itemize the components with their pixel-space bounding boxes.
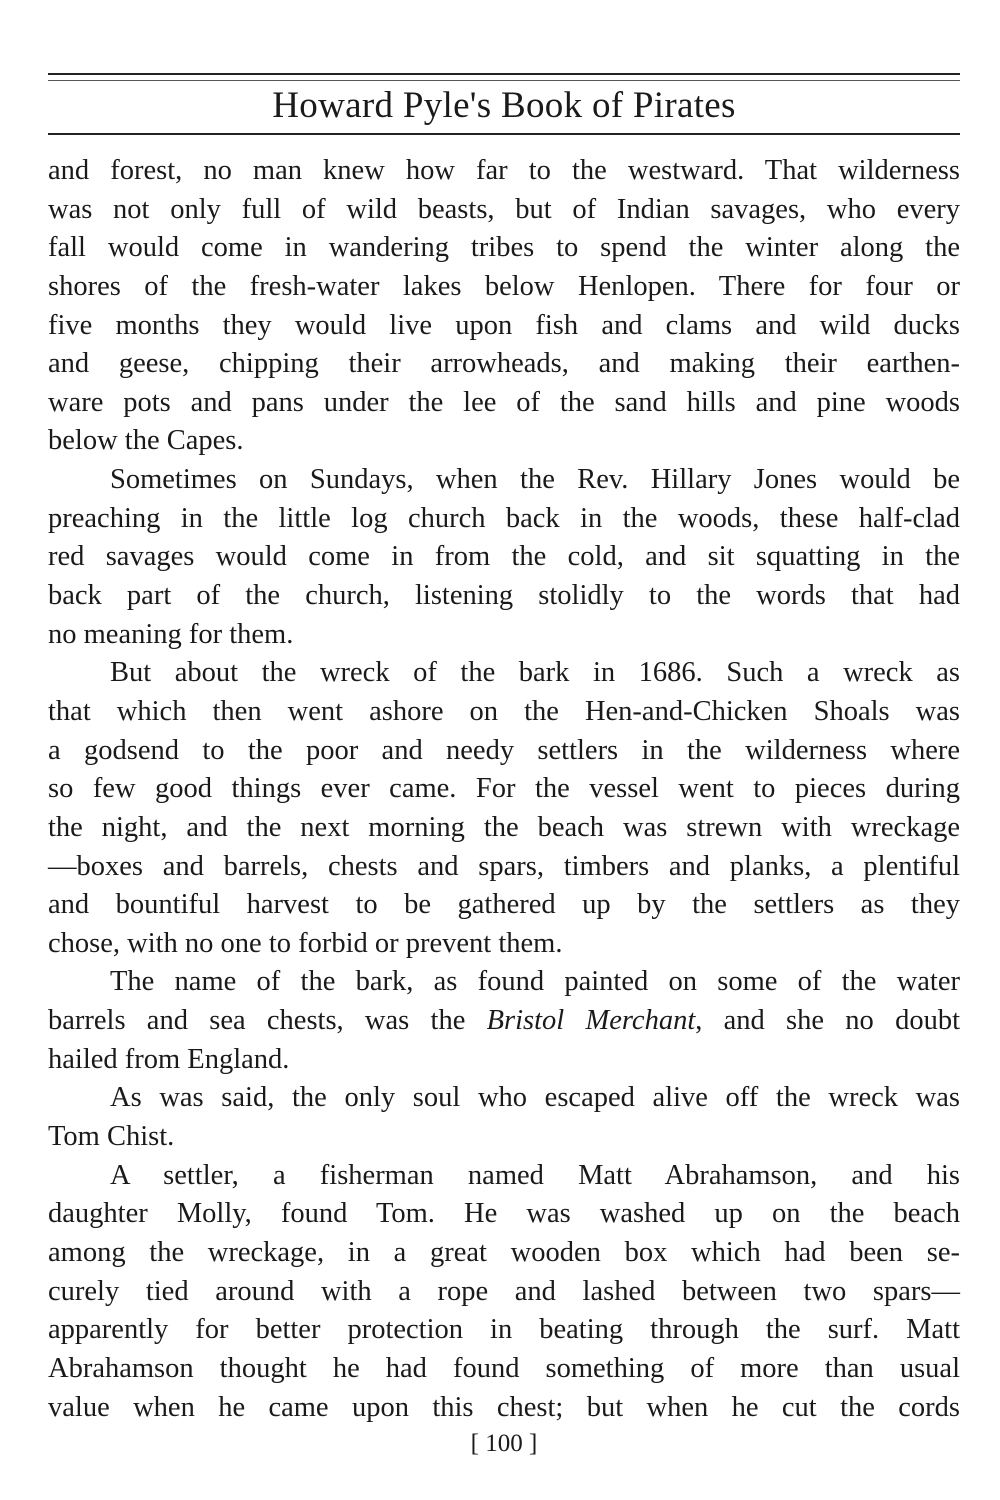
header-rule-bottom [48, 133, 960, 135]
text-line: was not only full of wild beasts, but of Indian savages, who every [48, 193, 960, 225]
text-line: fall would come in wandering tribes to spend the winter along the [48, 232, 960, 264]
text-line: value when he came upon this chest; but when he cut the cords [48, 1391, 960, 1423]
header-rule-top [48, 73, 960, 75]
text-line: and forest, no man knew how far to the westward. That wilderness [48, 155, 960, 186]
text-line: below the Capes. [48, 425, 244, 457]
text-line: five months they would live upon fish and clams and wild ducks [48, 309, 960, 341]
running-title: Howard Pyle's Book of Pirates [272, 85, 736, 126]
text-line: among the wreckage, in a great wooden box which had been se- [48, 1236, 960, 1268]
text-line: and geese, chipping their arrowheads, and making their earthen- [48, 348, 960, 380]
text-line: The name of the bark, as found painted on some of the water [110, 966, 960, 998]
text-line: hailed from England. [48, 1043, 290, 1075]
text-line: As was said, the only soul who escaped alive off the wreck was [110, 1082, 960, 1114]
text-line: chose, with no one to forbid or prevent them. [48, 927, 563, 959]
text-line: preaching in the little log church back in the woods, these half-clad [48, 502, 960, 534]
text-line: barrels and sea chests, was the Bristol Merchant, and she no doubt [48, 1005, 960, 1037]
text-line: back part of the church, listening stolidly to the words that had [48, 580, 960, 612]
text-line: apparently for better protection in beating through the surf. Matt [48, 1314, 960, 1346]
text-line: red savages would come in from the cold, and sit squatting in the [48, 541, 960, 573]
body-text [48, 152, 960, 1427]
text-line: so few good things ever came. For the vessel went to pieces during [48, 773, 960, 805]
text-line: daughter Molly, found Tom. He was washed up on the beach [48, 1198, 960, 1230]
text-line: A settler, a fisherman named Matt Abrahamson, and his [110, 1159, 960, 1191]
text-line: Tom Chist. [48, 1121, 175, 1153]
text-line: ware pots and pans under the lee of the sand hills and pine woods [48, 386, 960, 418]
text-line: no meaning for them. [48, 618, 294, 650]
text-line: that which then went ashore on the Hen-and-Chicken Shoals was [48, 695, 960, 727]
text-line: —boxes and barrels, chests and spars, timbers and planks, a plentiful [48, 850, 960, 882]
text-line: shores of the fresh-water lakes below Henlopen. There for four or [48, 270, 960, 302]
text-line: But about the wreck of the bark in 1686. Such a wreck as [110, 657, 960, 689]
text-line: Abrahamson thought he had found something of more than usual [48, 1352, 960, 1384]
text-line: and bountiful harvest to be gathered up by the settlers as they [48, 889, 960, 921]
text-line: Sometimes on Sundays, when the Rev. Hillary Jones would be [110, 464, 960, 496]
page-number: [ 100 ] [470, 1430, 538, 1457]
text-line: a godsend to the poor and needy settlers in the wilderness where [48, 734, 960, 766]
italic-ship-name: Bristol Merchant [486, 1005, 696, 1037]
text-line: the night, and the next morning the beach was strewn with wreckage [48, 811, 960, 843]
text-line: curely tied around with a rope and lashed between two spars— [48, 1275, 960, 1307]
header-rule-top-thin [48, 80, 960, 81]
